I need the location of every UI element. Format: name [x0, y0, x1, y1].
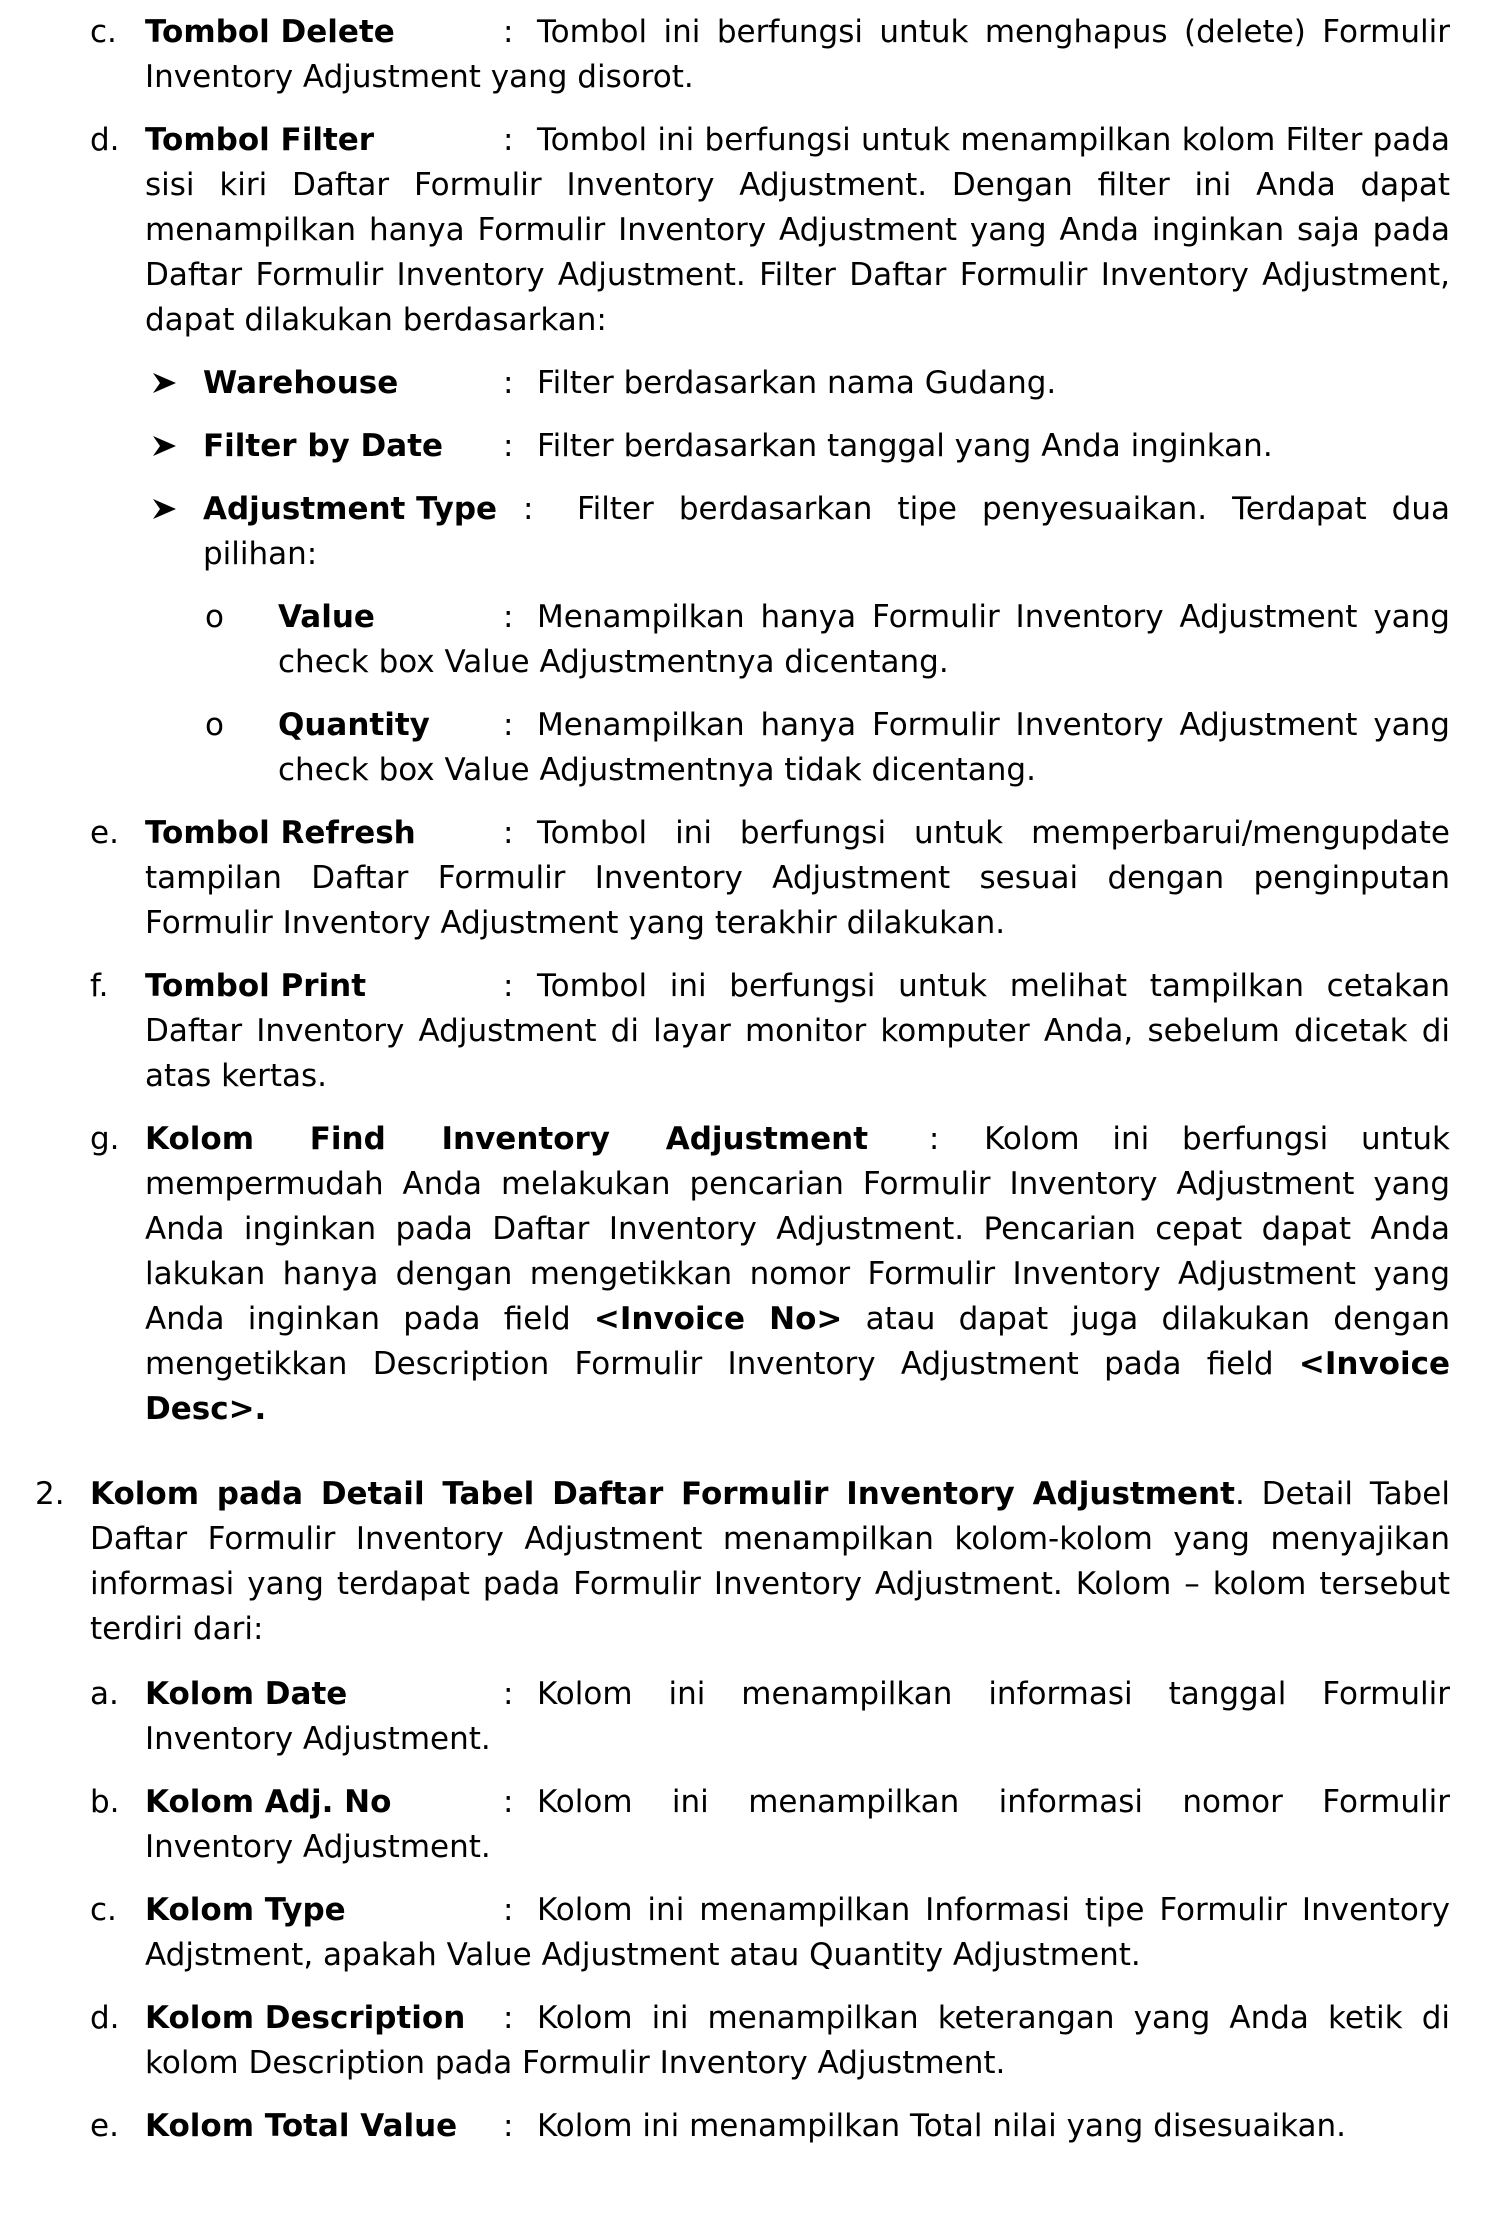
item-description: Kolom ini berfungsi untuk mempermudah Anda melakukan pencarian Formulir Inventory Adjustment yang Anda inginkan pada Daftar Inventory Adjustment. Pencarian cepat dapat Anda lakukan hanya dengan mengetikkan nomor Formulir Inventory Adjustment yang Anda inginkan pada field — [145, 1121, 1450, 1337]
item-colon: : — [928, 1121, 940, 1157]
section-number: 2. — [35, 1476, 65, 1512]
column-label: Kolom Date — [145, 1676, 348, 1712]
option-colon: : — [503, 707, 514, 743]
column-colon: : — [503, 1676, 514, 1712]
item-description: Tombol ini berfungsi untuk memperbarui/mengupdate tampilan Daftar Formulir Inventory Adjustment sesuai dengan penginputan Formulir Inventory Adjustment yang terakhir dilakukan. — [145, 815, 1450, 941]
item-description: Tombol ini berfungsi untuk menghapus (delete) Formulir Inventory Adjustment yang disorot. — [145, 14, 1450, 95]
option-colon: : — [503, 599, 514, 635]
item-label: Tombol Filter — [145, 122, 375, 158]
column-colon: : — [503, 2000, 514, 2036]
column-description: Kolom ini menampilkan keterangan yang Anda ketik di kolom Description pada Formulir Inventory Adjustment. — [145, 2000, 1450, 2081]
item-description: Tombol ini berfungsi untuk menampilkan kolom Filter pada sisi kiri Daftar Formulir Inventory Adjustment. Dengan filter ini Anda dapat menampilkan hanya Formulir Inventory Adjustment yang Anda inginkan saja pada Daftar Formulir Inventory Adjustment. Filter Daftar Formulir Inventory Adjustment, dapat dilakukan berdasarkan: — [145, 122, 1450, 338]
column-label: Kolom Total Value — [145, 2108, 458, 2144]
list-marker: b. — [90, 1784, 120, 1820]
list-marker: e. — [90, 2108, 119, 2144]
column-item-adj-no — [90, 1780, 1450, 1870]
field-name-invoice-desc: <Invoice Desc>. — [145, 1346, 1451, 1427]
column-description: Kolom ini menampilkan informasi nomor Formulir Inventory Adjustment. — [145, 1784, 1450, 1865]
list-item-tombol-filter — [90, 118, 1450, 343]
column-description: Kolom ini menampilkan informasi tanggal Formulir Inventory Adjustment. — [145, 1676, 1450, 1757]
option-description: Menampilkan hanya Formulir Inventory Adjustment yang check box Value Adjustmentnya tidak dicentang. — [278, 707, 1450, 788]
filter-colon: : — [503, 428, 514, 464]
item-label: Kolom Find Inventory Adjustment — [145, 1121, 869, 1157]
section-heading: Kolom pada Detail Tabel Daftar Formulir Inventory Adjustment — [90, 1476, 1235, 1512]
filter-label: Warehouse — [203, 365, 399, 401]
arrow-bullet-icon — [150, 424, 180, 469]
column-colon: : — [503, 1892, 514, 1928]
item-colon: : — [503, 122, 514, 158]
item-colon: : — [503, 815, 514, 851]
item-colon: : — [503, 14, 514, 50]
list-marker: d. — [90, 122, 120, 158]
column-label: Kolom Description — [145, 2000, 466, 2036]
list-marker: a. — [90, 1676, 119, 1712]
filter-item-warehouse — [203, 361, 1450, 406]
section-intro: . Detail Tabel Daftar Formulir Inventory Adjustment menampilkan kolom-kolom yang menyajikan informasi yang terdapat pada Formulir Inventory Adjustment. Kolom – kolom tersebut terdiri dari: — [90, 1476, 1450, 1647]
list-marker: g. — [90, 1121, 120, 1157]
column-description: Kolom ini menampilkan Informasi tipe Formulir Inventory Adjstment, apakah Value Adjustment atau Quantity Adjustment. — [145, 1892, 1450, 1973]
column-item-description — [90, 1996, 1450, 2086]
filter-label: Adjustment Type — [203, 491, 498, 527]
item-colon: : — [503, 968, 514, 1004]
column-description: Kolom ini menampilkan Total nilai yang disesuaikan. — [537, 2108, 1346, 2144]
list-item-kolom-find — [90, 1117, 1451, 1432]
column-label: Kolom Adj. No — [145, 1784, 392, 1820]
circle-bullet-icon: o — [205, 707, 224, 743]
list-marker: c. — [90, 14, 117, 50]
filter-item-adjustment-type — [203, 487, 1450, 577]
option-item-quantity — [205, 703, 1450, 793]
filter-description: Filter berdasarkan tanggal yang Anda inginkan. — [537, 428, 1273, 464]
column-item-type — [90, 1888, 1450, 1978]
item-label: Tombol Print — [145, 968, 367, 1004]
list-marker: c. — [90, 1892, 117, 1928]
column-label: Kolom Type — [145, 1892, 346, 1928]
option-description: Menampilkan hanya Formulir Inventory Adjustment yang check box Value Adjustmentnya dicentang. — [278, 599, 1450, 680]
list-item-tombol-refresh — [90, 811, 1450, 946]
section-2 — [35, 1472, 1450, 1652]
column-item-total-value — [90, 2104, 1450, 2149]
arrow-bullet-icon — [150, 361, 180, 406]
list-marker: f. — [90, 968, 109, 1004]
filter-colon: : — [523, 491, 534, 527]
item-description: Tombol ini berfungsi untuk melihat tampilkan cetakan Daftar Inventory Adjustment di layar monitor komputer Anda, sebelum dicetak di atas kertas. — [145, 968, 1450, 1094]
item-description-cont: atau dapat juga dilakukan dengan mengetikkan Description Formulir Inventory Adjustment pada field — [145, 1301, 1451, 1382]
filter-description: Filter berdasarkan nama Gudang. — [537, 365, 1057, 401]
list-marker: d. — [90, 2000, 120, 2036]
list-item-tombol-delete — [90, 10, 1450, 100]
circle-bullet-icon: o — [205, 599, 224, 635]
option-label: Quantity — [278, 707, 430, 743]
list-marker: e. — [90, 815, 119, 851]
column-colon: : — [503, 2108, 514, 2144]
filter-label: Filter by Date — [203, 428, 444, 464]
column-item-date — [90, 1672, 1450, 1762]
arrow-bullet-icon — [150, 487, 180, 532]
filter-colon: : — [503, 365, 514, 401]
filter-item-date — [203, 424, 1450, 469]
item-label: Tombol Delete — [145, 14, 395, 50]
item-label: Tombol Refresh — [145, 815, 416, 851]
column-colon: : — [503, 1784, 514, 1820]
field-name-invoice-no: <Invoice No> — [593, 1301, 843, 1337]
list-item-tombol-print — [90, 964, 1450, 1099]
option-item-value — [205, 595, 1450, 685]
filter-description: Filter berdasarkan tipe penyesuaikan. Terdapat dua pilihan: — [203, 491, 1450, 572]
option-label: Value — [278, 599, 375, 635]
